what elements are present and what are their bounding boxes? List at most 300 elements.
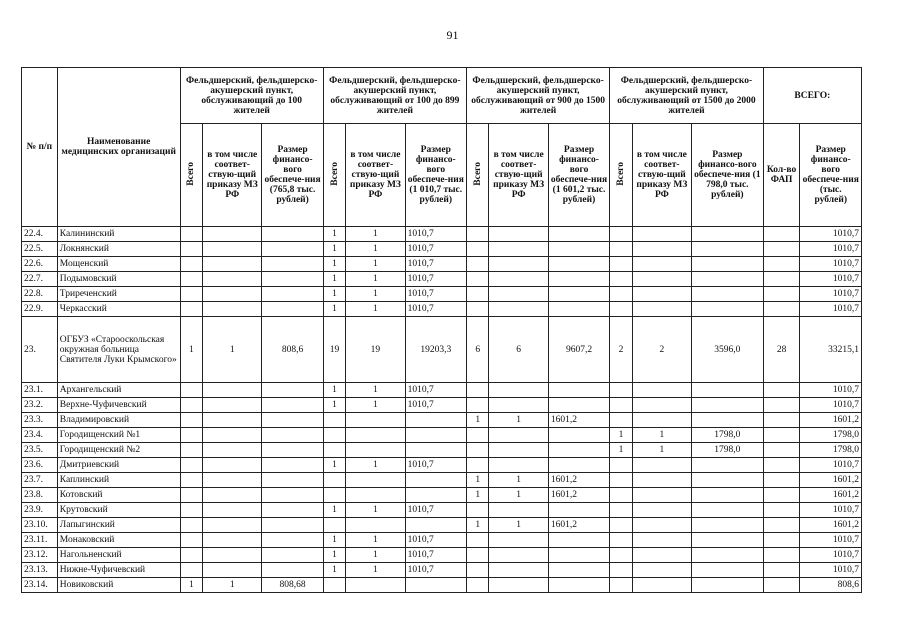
table-cell: 1 (180, 317, 203, 383)
table-cell: 1010,7 (800, 227, 862, 242)
table-cell (180, 443, 203, 458)
table-cell (632, 383, 691, 398)
table-cell: Новиковский (57, 578, 180, 593)
table-cell (466, 242, 489, 257)
table-cell (763, 443, 800, 458)
table-cell (180, 242, 203, 257)
table-cell (763, 518, 800, 533)
table-cell (489, 302, 548, 317)
table-cell (692, 458, 764, 473)
table-cell (548, 563, 609, 578)
subheader-funding-total: Размер финансо-вого обеспече-ния (тыс. рублей) (800, 124, 862, 227)
table-cell (262, 287, 323, 302)
table-cell (180, 548, 203, 563)
table-row (22, 533, 862, 548)
table-cell: 23.12. (22, 548, 58, 563)
table-cell: 1 (466, 473, 489, 488)
table-cell (763, 272, 800, 287)
table-cell: 1010,7 (800, 242, 862, 257)
table-row (22, 473, 862, 488)
table-cell: 808,6 (800, 578, 862, 593)
table-cell: 1 (323, 302, 346, 317)
table-cell: 1 (323, 242, 346, 257)
table-row (22, 488, 862, 503)
table-cell (632, 287, 691, 302)
table-cell: 1 (203, 317, 262, 383)
subheader-total-g3: Всего (466, 124, 489, 227)
table-cell: Локнянский (57, 242, 180, 257)
table-cell (466, 428, 489, 443)
table-cell: 22.6. (22, 257, 58, 272)
table-cell: 1 (466, 488, 489, 503)
table-cell: 19 (346, 317, 405, 383)
group-header-up-to-100: Фельдшерский, фельдшерско-акушерский пункт, обслуживающий до 100 жителей (180, 68, 323, 124)
table-cell (346, 518, 405, 533)
table-cell (763, 413, 800, 428)
table-cell (632, 458, 691, 473)
table-cell: Нагольненский (57, 548, 180, 563)
table-cell: 1010,7 (800, 272, 862, 287)
table-cell (203, 257, 262, 272)
table-cell (466, 458, 489, 473)
table-cell (466, 533, 489, 548)
table-row (22, 398, 862, 413)
table-cell (180, 563, 203, 578)
table-cell (203, 302, 262, 317)
table-cell: 23.11. (22, 533, 58, 548)
table-cell (763, 473, 800, 488)
table-cell (180, 413, 203, 428)
table-cell (763, 227, 800, 242)
col-name-header: Наименование медицинских организаций (57, 68, 180, 227)
table-cell (262, 413, 323, 428)
table-row (22, 428, 862, 443)
table-cell: 23.2. (22, 398, 58, 413)
table-row (22, 383, 862, 398)
table-cell (610, 227, 633, 242)
table-cell: 1010,7 (800, 533, 862, 548)
table-cell: 1 (489, 413, 548, 428)
table-row (22, 257, 862, 272)
table-cell (262, 302, 323, 317)
table-cell (180, 272, 203, 287)
table-cell (180, 533, 203, 548)
table-cell: 23.1. (22, 383, 58, 398)
table-cell: 23.14. (22, 578, 58, 593)
table-cell (632, 518, 691, 533)
table-cell: 19 (323, 317, 346, 383)
table-cell (763, 398, 800, 413)
table-cell (610, 302, 633, 317)
table-row (22, 272, 862, 287)
table-cell (489, 398, 548, 413)
group-header-total: ВСЕГО: (763, 68, 861, 124)
table-cell (610, 563, 633, 578)
table-cell (692, 578, 764, 593)
table-cell: 1010,7 (405, 257, 466, 272)
table-cell (763, 383, 800, 398)
table-cell: 1010,7 (405, 533, 466, 548)
table-cell: 1 (323, 383, 346, 398)
table-cell: 1010,7 (800, 548, 862, 563)
table-cell (203, 518, 262, 533)
table-cell (203, 287, 262, 302)
table-cell (548, 548, 609, 563)
table-cell (763, 563, 800, 578)
table-cell: 2 (632, 317, 691, 383)
table-cell (262, 458, 323, 473)
table-cell: 2 (610, 317, 633, 383)
table-row (22, 578, 862, 593)
table-cell (466, 383, 489, 398)
table-cell (632, 473, 691, 488)
table-cell: 1010,7 (405, 302, 466, 317)
table-cell (763, 458, 800, 473)
table-cell (489, 428, 548, 443)
table-cell (692, 473, 764, 488)
table-cell (763, 533, 800, 548)
table-cell (466, 578, 489, 593)
table-cell: 1 (346, 398, 405, 413)
table-cell (632, 398, 691, 413)
table-cell (203, 428, 262, 443)
table-cell: Владимировский (57, 413, 180, 428)
table-cell (323, 578, 346, 593)
table-cell (489, 563, 548, 578)
table-cell (466, 563, 489, 578)
table-cell: 23.8. (22, 488, 58, 503)
table-cell (203, 272, 262, 287)
table-cell (548, 503, 609, 518)
table-cell (262, 242, 323, 257)
table-cell (180, 518, 203, 533)
table-cell (632, 257, 691, 272)
table-row (22, 443, 862, 458)
table-cell: 1601,2 (548, 473, 609, 488)
table-cell (610, 548, 633, 563)
table-cell (692, 257, 764, 272)
table-cell (323, 413, 346, 428)
table-cell: 1010,7 (800, 503, 862, 518)
table-cell (405, 428, 466, 443)
table-cell (180, 398, 203, 413)
table-cell (548, 398, 609, 413)
table-cell (763, 548, 800, 563)
table-cell: 1798,0 (800, 443, 862, 458)
group-header-1500-2000: Фельдшерский, фельдшерско-акушерский пункт, обслуживающий от 1500 до 2000 жителей (610, 68, 763, 124)
table-cell (692, 287, 764, 302)
table-cell: 1 (323, 257, 346, 272)
table-cell (548, 242, 609, 257)
table-cell (180, 503, 203, 518)
table-cell (548, 578, 609, 593)
table-cell (692, 227, 764, 242)
table-row (22, 242, 862, 257)
subheader-total-g2: Всего (323, 124, 346, 227)
table-header (22, 68, 862, 227)
table-cell: 1 (346, 272, 405, 287)
table-cell (466, 443, 489, 458)
table-cell: 23.3. (22, 413, 58, 428)
table-cell (489, 443, 548, 458)
table-cell: 1010,7 (405, 503, 466, 518)
table-cell (180, 227, 203, 242)
table-cell (692, 503, 764, 518)
table-cell (346, 488, 405, 503)
table-cell: 1 (346, 287, 405, 302)
table-cell (489, 242, 548, 257)
table-cell: 1 (346, 242, 405, 257)
table-cell (692, 488, 764, 503)
table-cell: Котовский (57, 488, 180, 503)
table-cell (632, 413, 691, 428)
table-cell (548, 533, 609, 548)
table-cell: 22.9. (22, 302, 58, 317)
table-cell (548, 227, 609, 242)
table-cell (763, 503, 800, 518)
table-cell (466, 287, 489, 302)
table-cell: 1 (346, 458, 405, 473)
table-cell: 1 (323, 548, 346, 563)
table-cell: 1 (323, 563, 346, 578)
table-cell: 1010,7 (405, 458, 466, 473)
table-cell: 1 (610, 443, 633, 458)
table-cell: Калининский (57, 227, 180, 242)
table-cell: 1601,2 (800, 413, 862, 428)
table-cell: Подымовский (57, 272, 180, 287)
table-cell: 1601,2 (800, 473, 862, 488)
table-cell (405, 518, 466, 533)
table-cell: 1 (346, 302, 405, 317)
table-cell (323, 473, 346, 488)
table-cell: 1 (346, 548, 405, 563)
subheader-funding-g4: Размер финансо-вого обеспече-ния (1 798,0 тыс. рублей) (692, 124, 764, 227)
table-cell: 1010,7 (405, 548, 466, 563)
table-cell: 1 (346, 503, 405, 518)
table-cell (610, 383, 633, 398)
table-cell: 1010,7 (405, 272, 466, 287)
table-cell (632, 488, 691, 503)
table-cell: 1 (466, 413, 489, 428)
table-cell (763, 242, 800, 257)
table-cell (610, 413, 633, 428)
table-row (22, 317, 862, 383)
table-cell: Черкасский (57, 302, 180, 317)
table-cell (763, 257, 800, 272)
table-cell: 1 (346, 563, 405, 578)
table-cell (405, 578, 466, 593)
table-cell (610, 242, 633, 257)
table-cell (262, 227, 323, 242)
table-row (22, 302, 862, 317)
table-cell (548, 458, 609, 473)
table-cell (692, 548, 764, 563)
table-cell (180, 488, 203, 503)
table-row (22, 413, 862, 428)
table-cell (548, 302, 609, 317)
table-cell: 23.4. (22, 428, 58, 443)
subheader-total-g1: Всего (180, 124, 203, 227)
table-cell: 1010,7 (405, 398, 466, 413)
table-cell (466, 302, 489, 317)
table-cell (548, 428, 609, 443)
table-cell: 22.5. (22, 242, 58, 257)
table-cell (466, 503, 489, 518)
table-cell (692, 398, 764, 413)
table-cell (692, 518, 764, 533)
table-cell: Архангельский (57, 383, 180, 398)
table-cell (262, 518, 323, 533)
table-cell (262, 428, 323, 443)
table-cell: 1 (346, 383, 405, 398)
table-cell (405, 473, 466, 488)
table-cell: 23.9. (22, 503, 58, 518)
group-header-900-1500: Фельдшерский, фельдшерско-акушерский пункт, обслуживающий от 900 до 1500 жителей (466, 68, 609, 124)
table-cell (489, 257, 548, 272)
table-cell: 808,68 (262, 578, 323, 593)
table-cell: 23.10. (22, 518, 58, 533)
table-cell (610, 458, 633, 473)
table-cell: 28 (763, 317, 800, 383)
table-cell: 6 (466, 317, 489, 383)
table-cell: 23.7. (22, 473, 58, 488)
table-cell (548, 272, 609, 287)
table-cell (610, 518, 633, 533)
table-cell (632, 503, 691, 518)
table-cell (763, 287, 800, 302)
table-cell (466, 257, 489, 272)
table-cell (489, 533, 548, 548)
table-cell: 1 (632, 443, 691, 458)
table-cell (548, 257, 609, 272)
table-cell (489, 578, 548, 593)
table-cell (203, 458, 262, 473)
subheader-fap-count: Кол-во ФАП (763, 124, 800, 227)
table-cell: 1 (323, 398, 346, 413)
table-cell (323, 488, 346, 503)
table-cell: 22.4. (22, 227, 58, 242)
table-cell (610, 257, 633, 272)
table-cell (632, 227, 691, 242)
table-cell (405, 488, 466, 503)
table-cell (203, 503, 262, 518)
table-cell (632, 548, 691, 563)
table-cell: 23.6. (22, 458, 58, 473)
table-cell (692, 383, 764, 398)
table-cell: 1010,7 (405, 287, 466, 302)
table-cell: 23.13. (22, 563, 58, 578)
table-cell (262, 533, 323, 548)
table-cell: 1 (180, 578, 203, 593)
table-cell: Верхне-Чуфичевский (57, 398, 180, 413)
page-number: 91 (446, 28, 459, 42)
table-cell (262, 257, 323, 272)
table-cell (346, 473, 405, 488)
table-cell (262, 548, 323, 563)
table-cell: 1 (489, 488, 548, 503)
table-cell: 1010,7 (800, 302, 862, 317)
table-row (22, 503, 862, 518)
table-cell (262, 443, 323, 458)
table-cell (262, 503, 323, 518)
table-cell (489, 287, 548, 302)
table-cell: 1 (466, 518, 489, 533)
table-cell (323, 443, 346, 458)
table-cell (466, 398, 489, 413)
table-cell (489, 227, 548, 242)
table-cell: 19203,3 (405, 317, 466, 383)
table-cell (632, 563, 691, 578)
table-cell: 1 (489, 473, 548, 488)
table-cell (346, 443, 405, 458)
table-cell: 1 (323, 503, 346, 518)
table-cell (632, 272, 691, 287)
table-cell (632, 242, 691, 257)
table-cell (323, 518, 346, 533)
table-cell (632, 533, 691, 548)
table-cell: 1798,0 (692, 443, 764, 458)
table-cell (405, 413, 466, 428)
table-cell (203, 227, 262, 242)
table-cell: Нижне-Чуфичевский (57, 563, 180, 578)
table-cell (262, 383, 323, 398)
table-cell (610, 503, 633, 518)
table-cell (346, 413, 405, 428)
table-cell (346, 578, 405, 593)
table-cell (466, 272, 489, 287)
table-cell: 1010,7 (800, 458, 862, 473)
subheader-funding-g3: Размер финансо-вого обеспече-ния (1 601,2 тыс. рублей) (548, 124, 609, 227)
table-cell: 1 (323, 272, 346, 287)
table-cell: 1601,2 (800, 518, 862, 533)
col-num-header: № п/п (22, 68, 58, 227)
table-cell (692, 242, 764, 257)
table-cell (262, 563, 323, 578)
table-cell: 1601,2 (548, 413, 609, 428)
table-cell (489, 503, 548, 518)
table-cell (610, 287, 633, 302)
table-cell: 22.8. (22, 287, 58, 302)
table-cell (489, 383, 548, 398)
table-row (22, 518, 862, 533)
table-cell: Монаковский (57, 533, 180, 548)
subheader-in-order-g1: в том числе соответ-ствую-щий приказу МЗ РФ (203, 124, 262, 227)
table-cell: 1 (323, 458, 346, 473)
table-cell: 1798,0 (692, 428, 764, 443)
table-cell: 23.5. (22, 443, 58, 458)
group-header-100-899: Фельдшерский, фельдшерско-акушерский пункт, обслуживающий от 100 до 899 жителей (323, 68, 466, 124)
table-cell: 1 (610, 428, 633, 443)
table-cell (346, 428, 405, 443)
table-cell (203, 548, 262, 563)
table-row (22, 563, 862, 578)
table-cell (180, 383, 203, 398)
subheader-in-order-g4: в том числе соответ-ствую-щий приказу МЗ РФ (632, 124, 691, 227)
table-cell: 1 (323, 227, 346, 242)
table-cell: Крутовский (57, 503, 180, 518)
table-body (22, 227, 862, 593)
table-cell (262, 488, 323, 503)
table-cell: 1010,7 (405, 227, 466, 242)
table-cell (610, 578, 633, 593)
table-cell: 1601,2 (548, 518, 609, 533)
table-cell (262, 473, 323, 488)
subheader-funding-g2: Размер финансо-вого обеспече-ния (1 010,7 тыс. рублей) (405, 124, 466, 227)
table-cell: 1 (489, 518, 548, 533)
table-cell: 808,6 (262, 317, 323, 383)
table-cell: 1010,7 (405, 242, 466, 257)
table-cell: Мощенский (57, 257, 180, 272)
